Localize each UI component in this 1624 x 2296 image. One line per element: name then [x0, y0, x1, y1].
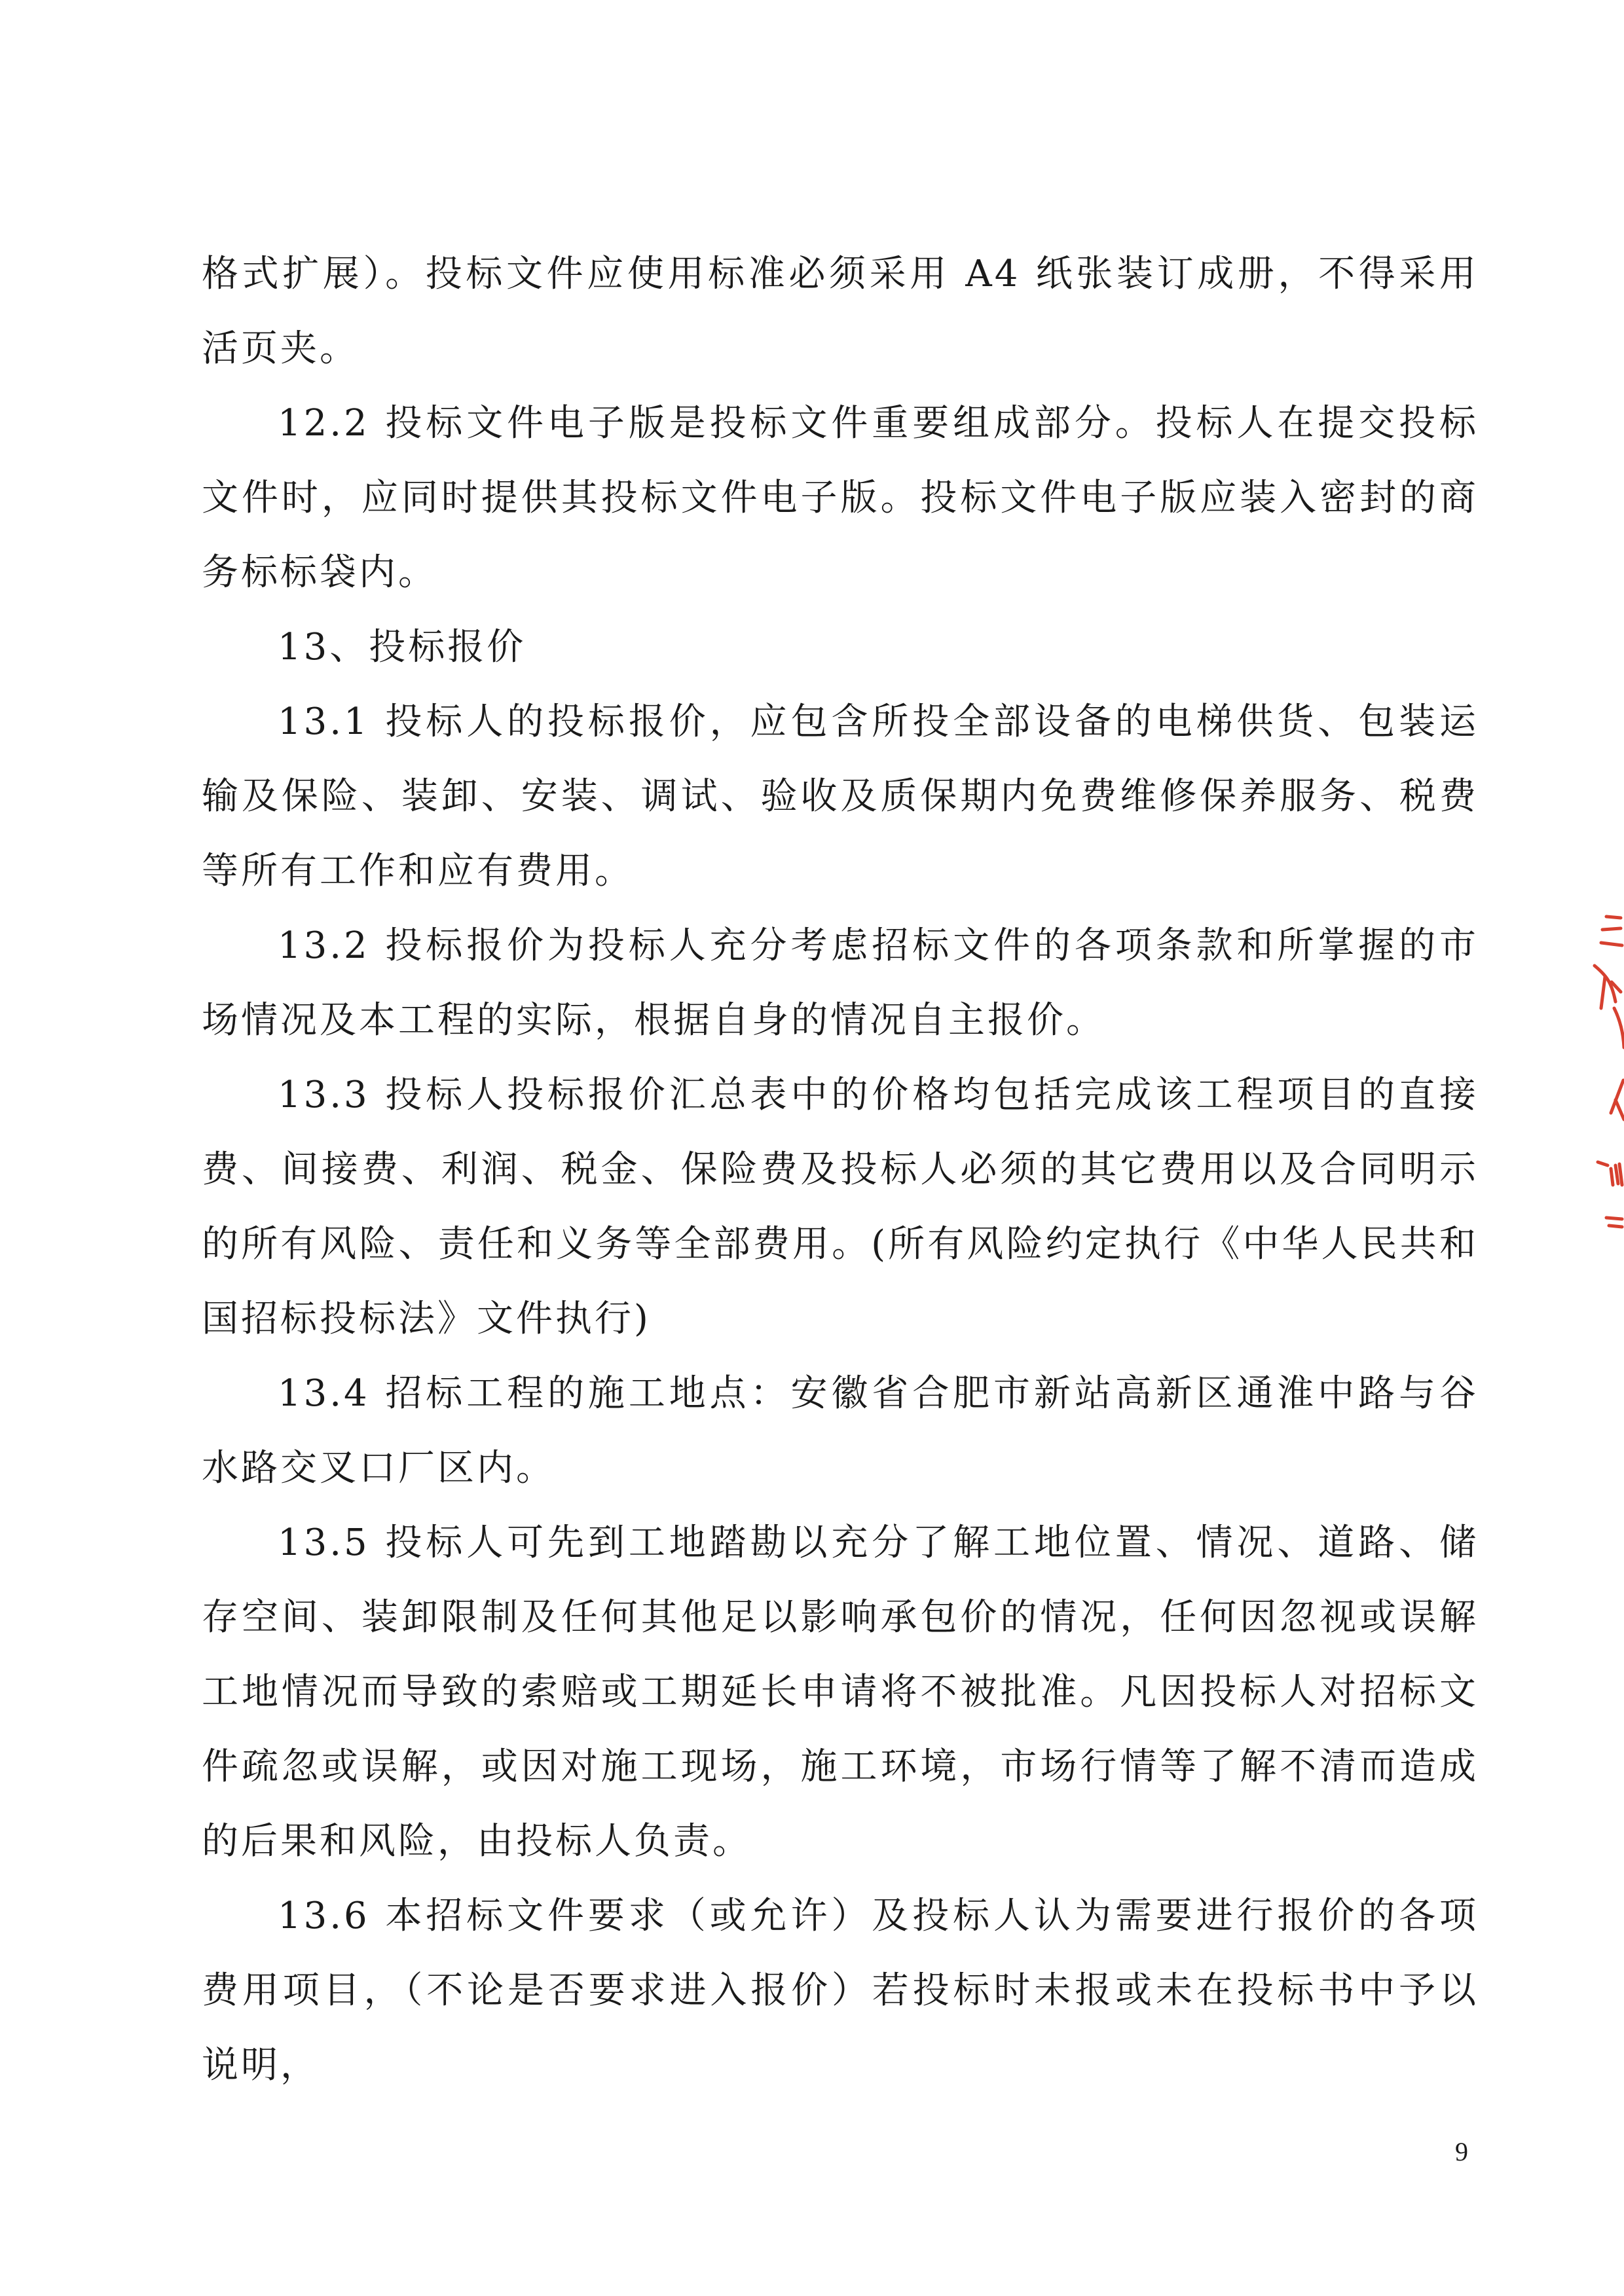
paragraph-13-3: 13.3 投标人投标报价汇总表中的价格均包括完成该工程项目的直接费、间接费、利润、税金、保险费及投标人必须的其它费用以及合同明示的所有风险、责任和义务等全部费用。(所有风险约定执行《中华人民共和国招标投标法》文件执行): [202, 1074, 1479, 1340]
body-text: [202, 237, 1479, 2103]
paragraph-format-continuation: 格式扩展）。投标文件应使用标准必须采用 A4 纸张装订成册，不得采用活页夹。: [202, 253, 1479, 370]
partial-seal-stamp: [1575, 903, 1624, 1296]
page-number: 9: [1455, 2137, 1468, 2166]
paragraph-12-2: 12.2 投标文件电子版是投标文件重要组成部分。投标人在提交投标文件时，应同时提供其投标文件电子版。投标文件电子版应装入密封的商务标标袋内。: [202, 402, 1479, 594]
paragraph-13-6: 13.6 本招标文件要求（或允许）及投标人认为需要进行报价的各项费用项目，（不论是否要求进入报价）若投标时未报或未在投标书中予以说明，: [202, 1895, 1479, 2086]
paragraph-13-5: 13.5 投标人可先到工地踏勘以充分了解工地位置、情况、道路、储存空间、装卸限制及任何其他足以影响承包价的情况，任何因忽视或误解工地情况而导致的索赔或工期延长申请将不被批准。凡因投标人对招标文件疏忽或误解，或因对施工现场，施工环境，市场行情等了解不清而造成的后果和风险，由投标人负责。: [202, 1522, 1479, 1863]
section-heading-13: 13、投标报价: [278, 626, 526, 668]
paragraph-13-2: 13.2 投标报价为投标人充分考虑招标文件的各项条款和所掌握的市场情况及本工程的实际，根据自身的情况自主报价。: [202, 924, 1479, 1042]
paragraph-13-1: 13.1 投标人的投标报价，应包含所投全部设备的电梯供货、包装运输及保险、装卸、安装、调试、验收及质保期内免费维修保养服务、税费等所有工作和应有费用。: [202, 701, 1479, 892]
paragraph-13-4: 13.4 招标工程的施工地点：安徽省合肥市新站高新区通淮中路与谷水路交叉口厂区内。: [202, 1372, 1479, 1489]
